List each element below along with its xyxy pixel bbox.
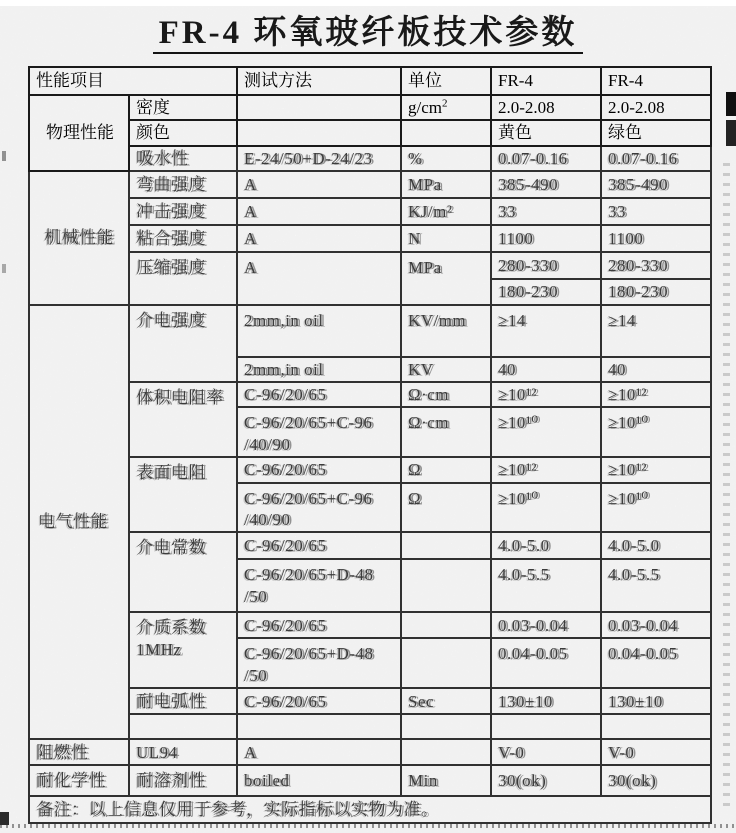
footnote: 备注：以上信息仅用于参考，实际指标以实物为准。 xyxy=(29,796,711,823)
flexural-method: A xyxy=(237,171,401,198)
chemical-unit: Min xyxy=(401,765,491,796)
surface-resistance-method-1: C-96/20/65 xyxy=(237,457,401,483)
empty-cell xyxy=(491,714,601,739)
dissipation-factor-value-r2c1: 0.04-0.05 xyxy=(491,638,601,688)
compressive-method: A xyxy=(237,252,401,305)
group-electrical: 电气性能 xyxy=(29,305,129,740)
compressive-value-1: 280-330 xyxy=(491,252,601,279)
parameters-table xyxy=(28,66,712,824)
volume-resistivity-unit-2: Ω·cm xyxy=(401,407,491,457)
method-line-1: C-96/20/65+D-48 xyxy=(244,565,374,585)
surface-resistance-value-r2c2: ≥10¹⁰ xyxy=(601,483,711,533)
density-method xyxy=(237,95,401,120)
scan-artifact xyxy=(726,92,736,116)
arc-resistance-unit: Sec xyxy=(401,688,491,714)
flammability-sub-label: UL94 xyxy=(129,739,237,765)
scan-artifact xyxy=(0,812,9,825)
surface-resistance-value-r1c2: ≥10¹² xyxy=(601,457,711,483)
method-line-2: /40/90 xyxy=(244,510,291,529)
volume-resistivity-method-2 xyxy=(237,407,401,457)
surface-resistance-unit-2: Ω xyxy=(401,483,491,533)
method-line-1: C-96/20/65+C-96 xyxy=(244,413,373,433)
bonding-value-1: 1100 xyxy=(491,225,601,252)
arc-resistance-method: C-96/20/65 xyxy=(237,688,401,714)
scan-artifact xyxy=(0,824,736,828)
table-row xyxy=(29,382,711,407)
dielectric-strength-unit-1: KV/mm xyxy=(401,305,491,357)
flammability-value-1: V-0 xyxy=(491,739,601,765)
flexural-value-2: 385-490 xyxy=(601,171,711,198)
compressive-value-1b: 180-230 xyxy=(491,279,601,305)
flammability-label: 阻燃性 xyxy=(29,739,129,765)
surface-resistance-method-2 xyxy=(237,483,401,533)
empty-cell xyxy=(601,714,711,739)
compressive-unit: MPa xyxy=(401,252,491,305)
header-row xyxy=(29,67,711,95)
volume-resistivity-value-r2c1: ≥10¹⁰ xyxy=(491,407,601,457)
group-mechanical: 机械性能 xyxy=(29,171,129,305)
impact-value-1: 33 xyxy=(491,198,601,225)
label-line-2: 1MHz xyxy=(136,639,182,659)
surface-resistance-unit-1: Ω xyxy=(401,457,491,483)
chemical-value-1: 30(ok) xyxy=(491,765,601,796)
footnote-row xyxy=(29,796,711,823)
dielectric-constant-label: 介电常数 xyxy=(129,532,237,612)
table-row xyxy=(29,688,711,714)
flammability-unit xyxy=(401,739,491,765)
flammability-value-2: V-0 xyxy=(601,739,711,765)
dielectric-constant-method-2 xyxy=(237,559,401,612)
volume-resistivity-label: 体积电阻率 xyxy=(129,382,237,457)
bonding-label: 粘合强度 xyxy=(129,225,237,252)
dissipation-factor-value-r1c1: 0.03-0.04 xyxy=(491,612,601,638)
dielectric-strength-value-r2c2: 40 xyxy=(601,357,711,382)
bonding-method: A xyxy=(237,225,401,252)
density-value-1: 2.0-2.08 xyxy=(491,95,601,120)
bonding-unit: N xyxy=(401,225,491,252)
water-value-1: 0.07-0.16 xyxy=(491,146,601,171)
volume-resistivity-unit-1: Ω·cm xyxy=(401,382,491,407)
method-line-2: /50 xyxy=(244,665,268,685)
method-line-1: C-96/20/65+D-48 xyxy=(244,644,374,664)
volume-resistivity-value-r1c1: ≥10¹² xyxy=(491,382,601,407)
table-row-empty xyxy=(29,714,711,739)
table-row xyxy=(29,171,711,198)
chemical-label: 耐化学性 xyxy=(29,765,129,796)
flexural-label: 弯曲强度 xyxy=(129,171,237,198)
table-row xyxy=(29,305,711,357)
header-unit: 单位 xyxy=(401,67,491,95)
surface-resistance-value-r2c1: ≥10¹⁰ xyxy=(491,483,601,533)
table-row xyxy=(29,457,711,483)
table-row xyxy=(29,120,711,145)
density-unit: $g/cm^2$ xyxy=(401,95,491,120)
group-physical: 物理性能 xyxy=(29,95,129,171)
impact-value-2: 33 xyxy=(601,198,711,225)
label-line-1: 介质系数 xyxy=(136,618,206,638)
dielectric-strength-value-r2c1: 40 xyxy=(491,357,601,382)
dissipation-factor-method-1: C-96/20/65 xyxy=(237,612,401,638)
table-row xyxy=(29,95,711,120)
table-row xyxy=(29,765,711,796)
page-title xyxy=(0,6,736,53)
table-row xyxy=(29,198,711,225)
table-row xyxy=(29,252,711,279)
dielectric-constant-unit-2 xyxy=(401,559,491,612)
volume-resistivity-value-r2c2: ≥10¹⁰ xyxy=(601,407,711,457)
dielectric-strength-label: 介电强度 xyxy=(129,305,237,382)
table-row xyxy=(29,146,711,171)
scan-artifact xyxy=(723,156,730,806)
dielectric-constant-value-r2c2: 4.0-5.5 xyxy=(601,559,711,612)
method-line-1: C-96/20/65+C-96 xyxy=(244,488,373,508)
flexural-unit: MPa xyxy=(401,171,491,198)
method-line-2: /40/90 xyxy=(244,434,291,454)
chemical-method: boiled xyxy=(237,765,401,796)
chemical-value-2: 30(ok) xyxy=(601,765,711,796)
chemical-sub-label: 耐溶剂性 xyxy=(129,765,237,796)
impact-unit: KJ/m² xyxy=(401,198,491,225)
color-value-1: 黄色 xyxy=(491,120,601,145)
dielectric-strength-value-r1c2: ≥14 xyxy=(601,305,711,357)
compressive-value-2: 280-330 xyxy=(601,252,711,279)
flexural-value-1: 385-490 xyxy=(491,171,601,198)
dissipation-factor-value-r2c2: 0.04-0.05 xyxy=(601,638,711,688)
color-value-2: 绿色 xyxy=(601,120,711,145)
header-grade-1: FR-4 xyxy=(491,67,601,95)
dissipation-factor-method-2 xyxy=(237,638,401,688)
arc-resistance-value-2: 130±10 xyxy=(601,688,711,714)
dissipation-factor-unit-2 xyxy=(401,638,491,688)
page-title-text: FR-4 环氧玻纤板技术参数 xyxy=(153,15,584,54)
volume-resistivity-value-r1c2: ≥10¹² xyxy=(601,382,711,407)
dielectric-constant-value-r2c1: 4.0-5.5 xyxy=(491,559,601,612)
scan-artifact xyxy=(2,151,6,161)
color-method xyxy=(237,120,401,145)
header-method: 测试方法 xyxy=(237,67,401,95)
impact-label: 冲击强度 xyxy=(129,198,237,225)
water-unit: % xyxy=(401,146,491,171)
scan-artifact xyxy=(726,120,736,146)
dielectric-constant-unit-1 xyxy=(401,532,491,559)
density-value-2: 2.0-2.08 xyxy=(601,95,711,120)
color-label: 颜色 xyxy=(129,120,237,145)
dielectric-strength-method-2: 2mm,in oil xyxy=(237,357,401,382)
table-row xyxy=(29,612,711,638)
water-label: 吸水性 xyxy=(129,146,237,171)
dielectric-constant-value-r1c2: 4.0-5.0 xyxy=(601,532,711,559)
table-row xyxy=(29,739,711,765)
table-row xyxy=(29,532,711,559)
empty-cell xyxy=(129,714,237,739)
dissipation-factor-unit-1 xyxy=(401,612,491,638)
scan-artifact xyxy=(2,264,6,273)
volume-resistivity-method-1: C-96/20/65 xyxy=(237,382,401,407)
surface-resistance-label: 表面电阻 xyxy=(129,457,237,533)
compressive-value-2b: 180-230 xyxy=(601,279,711,305)
dielectric-strength-unit-2: KV xyxy=(401,357,491,382)
surface-resistance-value-r1c1: ≥10¹² xyxy=(491,457,601,483)
empty-cell xyxy=(237,714,401,739)
dielectric-strength-value-r1c1: ≥14 xyxy=(491,305,601,357)
density-label: 密度 xyxy=(129,95,237,120)
flammability-method: A xyxy=(237,739,401,765)
dielectric-constant-method-1: C-96/20/65 xyxy=(237,532,401,559)
water-method: E-24/50+D-24/23 xyxy=(237,146,401,171)
arc-resistance-value-1: 130±10 xyxy=(491,688,601,714)
arc-resistance-label: 耐电弧性 xyxy=(129,688,237,714)
compressive-label: 压缩强度 xyxy=(129,252,237,305)
impact-method: A xyxy=(237,198,401,225)
header-item: 性能项目 xyxy=(29,67,237,95)
table-row xyxy=(29,225,711,252)
water-value-2: 0.07-0.16 xyxy=(601,146,711,171)
color-unit xyxy=(401,120,491,145)
header-grade-2: FR-4 xyxy=(601,67,711,95)
bonding-value-2: 1100 xyxy=(601,225,711,252)
dielectric-strength-method-1: 2mm,in oil xyxy=(237,305,401,357)
dielectric-constant-value-r1c1: 4.0-5.0 xyxy=(491,532,601,559)
method-line-2: /50 xyxy=(244,586,268,606)
empty-cell xyxy=(401,714,491,739)
dissipation-factor-value-r1c2: 0.03-0.04 xyxy=(601,612,711,638)
dissipation-factor-label xyxy=(129,612,237,688)
